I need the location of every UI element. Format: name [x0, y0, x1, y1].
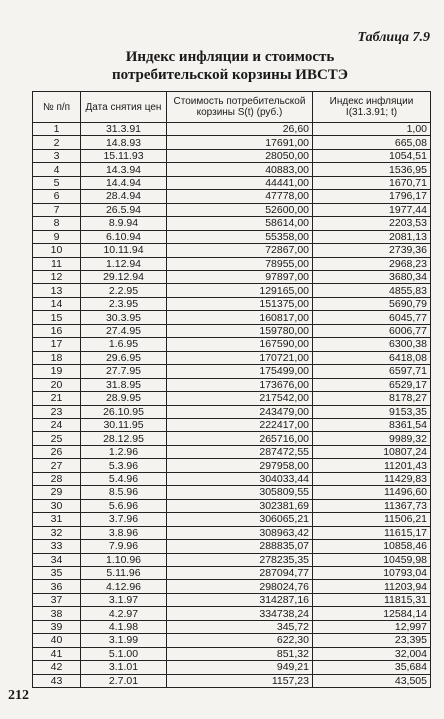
table-row	[33, 553, 431, 566]
cell-date: 26.10.95	[81, 405, 167, 418]
cell-index: 11815,31	[313, 593, 431, 606]
cell-index: 12,997	[313, 620, 431, 633]
cell-index: 2081,13	[313, 230, 431, 243]
cell-num: 7	[33, 203, 81, 216]
table-row	[33, 284, 431, 297]
cell-num: 4	[33, 163, 81, 176]
cell-index: 8361,54	[313, 418, 431, 431]
cell-num: 27	[33, 459, 81, 472]
cell-index: 2203,53	[313, 217, 431, 230]
cell-index: 4855,83	[313, 284, 431, 297]
cell-date: 10.11.94	[81, 244, 167, 257]
cell-num: 30	[33, 499, 81, 512]
table-label: Таблица 7.9	[357, 30, 430, 45]
cell-num: 2	[33, 136, 81, 149]
cell-num: 28	[33, 472, 81, 485]
table-row	[33, 257, 431, 270]
table-row	[33, 499, 431, 512]
table-row	[33, 405, 431, 418]
cell-cost: 160817,00	[167, 311, 313, 324]
cell-cost: 44441,00	[167, 176, 313, 189]
cell-date: 30.3.95	[81, 311, 167, 324]
cell-num: 37	[33, 593, 81, 606]
table-row	[33, 230, 431, 243]
table-row	[33, 647, 431, 660]
table-row	[33, 203, 431, 216]
cell-cost: 47778,00	[167, 190, 313, 203]
cell-num: 41	[33, 647, 81, 660]
cell-date: 5.6.96	[81, 499, 167, 512]
cell-cost: 334738,24	[167, 607, 313, 620]
header-cost: Стоимость потребительской корзины S(t) (руб.)	[167, 92, 313, 123]
cell-cost: 304033,44	[167, 472, 313, 485]
cell-index: 35,684	[313, 661, 431, 674]
cell-index: 8178,27	[313, 392, 431, 405]
cell-num: 15	[33, 311, 81, 324]
cell-index: 6529,17	[313, 378, 431, 391]
cell-num: 16	[33, 324, 81, 337]
table-row	[33, 123, 431, 136]
cell-date: 3.1.99	[81, 634, 167, 647]
table-row	[33, 661, 431, 674]
table-row	[33, 593, 431, 606]
cell-cost: 170721,00	[167, 351, 313, 364]
cell-cost: 949,21	[167, 661, 313, 674]
table-row	[33, 217, 431, 230]
cell-cost: 175499,00	[167, 365, 313, 378]
cell-date: 3.1.97	[81, 593, 167, 606]
table-row	[33, 324, 431, 337]
cell-index: 1054,51	[313, 149, 431, 162]
header-row	[33, 92, 431, 123]
cell-index: 11615,17	[313, 526, 431, 539]
cell-num: 29	[33, 486, 81, 499]
cell-num: 5	[33, 176, 81, 189]
cell-cost: 26,60	[167, 123, 313, 136]
cell-cost: 173676,00	[167, 378, 313, 391]
title-line-1: Индекс инфляции и стоимость	[125, 49, 335, 65]
cell-num: 3	[33, 149, 81, 162]
cell-index: 1796,17	[313, 190, 431, 203]
cell-num: 11	[33, 257, 81, 270]
cell-num: 6	[33, 190, 81, 203]
cell-cost: 297958,00	[167, 459, 313, 472]
cell-index: 6597,71	[313, 365, 431, 378]
cell-cost: 55358,00	[167, 230, 313, 243]
cell-date: 2.7.01	[81, 674, 167, 687]
cell-date: 5.4.96	[81, 472, 167, 485]
cell-index: 23,395	[313, 634, 431, 647]
header-index: Индекс инфляции I(31.3.91; t)	[313, 92, 431, 123]
cell-index: 2968,23	[313, 257, 431, 270]
cell-date: 4.1.98	[81, 620, 167, 633]
cell-date: 26.5.94	[81, 203, 167, 216]
cell-num: 21	[33, 392, 81, 405]
cell-num: 17	[33, 338, 81, 351]
cell-cost: 298024,76	[167, 580, 313, 593]
table-row	[33, 459, 431, 472]
table-row	[33, 136, 431, 149]
cell-cost: 287472,55	[167, 445, 313, 458]
cell-num: 34	[33, 553, 81, 566]
cell-num: 40	[33, 634, 81, 647]
cell-index: 10858,46	[313, 540, 431, 553]
cell-date: 7.9.96	[81, 540, 167, 553]
cell-date: 1.2.96	[81, 445, 167, 458]
table-row	[33, 297, 431, 310]
cell-index: 5690,79	[313, 297, 431, 310]
cell-num: 39	[33, 620, 81, 633]
cell-cost: 217542,00	[167, 392, 313, 405]
title-line-2: потребительской корзины ИВСТЭ	[112, 67, 348, 83]
cell-date: 3.8.96	[81, 526, 167, 539]
cell-index: 1977,44	[313, 203, 431, 216]
cell-date: 30.11.95	[81, 418, 167, 431]
table-row	[33, 580, 431, 593]
table-row	[33, 526, 431, 539]
cell-cost: 97897,00	[167, 270, 313, 283]
cell-index: 12584,14	[313, 607, 431, 620]
cell-num: 31	[33, 513, 81, 526]
cell-date: 3.7.96	[81, 513, 167, 526]
cell-cost: 622,30	[167, 634, 313, 647]
cell-index: 9153,35	[313, 405, 431, 418]
cell-index: 11367,73	[313, 499, 431, 512]
table-row	[33, 432, 431, 445]
cell-date: 2.3.95	[81, 297, 167, 310]
table-title	[30, 48, 430, 84]
cell-num: 35	[33, 566, 81, 579]
cell-index: 2739,36	[313, 244, 431, 257]
cell-cost: 287094,77	[167, 566, 313, 579]
table-row	[33, 620, 431, 633]
cell-index: 11496,60	[313, 486, 431, 499]
cell-date: 1.10.96	[81, 553, 167, 566]
table-row	[33, 472, 431, 485]
cell-cost: 40883,00	[167, 163, 313, 176]
cell-index: 11201,43	[313, 459, 431, 472]
cell-cost: 58614,00	[167, 217, 313, 230]
cell-date: 8.5.96	[81, 486, 167, 499]
cell-date: 27.4.95	[81, 324, 167, 337]
table-row	[33, 190, 431, 203]
cell-num: 38	[33, 607, 81, 620]
cell-index: 10459,98	[313, 553, 431, 566]
cell-num: 26	[33, 445, 81, 458]
table-row	[33, 513, 431, 526]
cell-index: 6300,38	[313, 338, 431, 351]
cell-num: 8	[33, 217, 81, 230]
cell-date: 31.8.95	[81, 378, 167, 391]
cell-num: 24	[33, 418, 81, 431]
header-num: № п/п	[33, 92, 81, 123]
cell-cost: 28050,00	[167, 149, 313, 162]
cell-date: 5.1.00	[81, 647, 167, 660]
table-row	[33, 176, 431, 189]
table-row	[33, 634, 431, 647]
cell-num: 9	[33, 230, 81, 243]
cell-cost: 314287,16	[167, 593, 313, 606]
table-row	[33, 540, 431, 553]
cell-cost: 243479,00	[167, 405, 313, 418]
cell-date: 31.3.91	[81, 123, 167, 136]
cell-index: 11429,83	[313, 472, 431, 485]
cell-cost: 159780,00	[167, 324, 313, 337]
cell-date: 28.4.94	[81, 190, 167, 203]
cell-cost: 851,32	[167, 647, 313, 660]
cell-index: 6045,77	[313, 311, 431, 324]
inflation-table	[32, 91, 431, 688]
cell-index: 11506,21	[313, 513, 431, 526]
cell-num: 20	[33, 378, 81, 391]
cell-cost: 306065,21	[167, 513, 313, 526]
cell-num: 18	[33, 351, 81, 364]
cell-index: 1536,95	[313, 163, 431, 176]
cell-date: 27.7.95	[81, 365, 167, 378]
table-row	[33, 566, 431, 579]
cell-cost: 345,72	[167, 620, 313, 633]
cell-cost: 129165,00	[167, 284, 313, 297]
cell-index: 1670,71	[313, 176, 431, 189]
cell-cost: 17691,00	[167, 136, 313, 149]
cell-cost: 72867,00	[167, 244, 313, 257]
cell-index: 32,004	[313, 647, 431, 660]
table-row	[33, 674, 431, 687]
table-body	[33, 123, 431, 688]
cell-num: 33	[33, 540, 81, 553]
cell-num: 10	[33, 244, 81, 257]
table-row	[33, 270, 431, 283]
cell-index: 3680,34	[313, 270, 431, 283]
cell-index: 6418,08	[313, 351, 431, 364]
cell-date: 1.12.94	[81, 257, 167, 270]
cell-index: 43,505	[313, 674, 431, 687]
table-row	[33, 392, 431, 405]
cell-index: 10793,04	[313, 566, 431, 579]
cell-cost: 278235,35	[167, 553, 313, 566]
cell-num: 25	[33, 432, 81, 445]
cell-date: 29.12.94	[81, 270, 167, 283]
cell-date: 2.2.95	[81, 284, 167, 297]
cell-index: 11203,94	[313, 580, 431, 593]
cell-date: 28.12.95	[81, 432, 167, 445]
cell-num: 43	[33, 674, 81, 687]
table-row	[33, 445, 431, 458]
cell-cost: 308963,42	[167, 526, 313, 539]
table-row	[33, 486, 431, 499]
cell-cost: 265716,00	[167, 432, 313, 445]
cell-date: 15.11.93	[81, 149, 167, 162]
cell-date: 29.6.95	[81, 351, 167, 364]
cell-num: 32	[33, 526, 81, 539]
cell-num: 12	[33, 270, 81, 283]
cell-num: 23	[33, 405, 81, 418]
cell-date: 3.1.01	[81, 661, 167, 674]
cell-cost: 151375,00	[167, 297, 313, 310]
cell-cost: 222417,00	[167, 418, 313, 431]
cell-date: 5.3.96	[81, 459, 167, 472]
cell-index: 665,08	[313, 136, 431, 149]
cell-num: 42	[33, 661, 81, 674]
table-row	[33, 418, 431, 431]
cell-date: 14.4.94	[81, 176, 167, 189]
cell-cost: 1157,23	[167, 674, 313, 687]
cell-cost: 305809,55	[167, 486, 313, 499]
cell-date: 6.10.94	[81, 230, 167, 243]
cell-cost: 288835,07	[167, 540, 313, 553]
table-row	[33, 338, 431, 351]
table-row	[33, 378, 431, 391]
cell-cost: 52600,00	[167, 203, 313, 216]
page-number: 212	[8, 688, 29, 703]
table-row	[33, 365, 431, 378]
cell-index: 6006,77	[313, 324, 431, 337]
cell-num: 19	[33, 365, 81, 378]
table-row	[33, 149, 431, 162]
table-row	[33, 244, 431, 257]
cell-index: 10807,24	[313, 445, 431, 458]
table-row	[33, 163, 431, 176]
table-row	[33, 351, 431, 364]
cell-date: 14.3.94	[81, 163, 167, 176]
cell-date: 4.12.96	[81, 580, 167, 593]
table-row	[33, 311, 431, 324]
cell-num: 13	[33, 284, 81, 297]
cell-index: 1,00	[313, 123, 431, 136]
header-date: Дата снятия цен	[81, 92, 167, 123]
cell-index: 9989,32	[313, 432, 431, 445]
cell-cost: 78955,00	[167, 257, 313, 270]
cell-num: 1	[33, 123, 81, 136]
cell-num: 36	[33, 580, 81, 593]
cell-cost: 302381,69	[167, 499, 313, 512]
cell-date: 4.2.97	[81, 607, 167, 620]
cell-date: 5.11.96	[81, 566, 167, 579]
table-row	[33, 607, 431, 620]
cell-cost: 167590,00	[167, 338, 313, 351]
cell-num: 14	[33, 297, 81, 310]
cell-date: 28.9.95	[81, 392, 167, 405]
cell-date: 8.9.94	[81, 217, 167, 230]
cell-date: 1.6.95	[81, 338, 167, 351]
cell-date: 14.8.93	[81, 136, 167, 149]
